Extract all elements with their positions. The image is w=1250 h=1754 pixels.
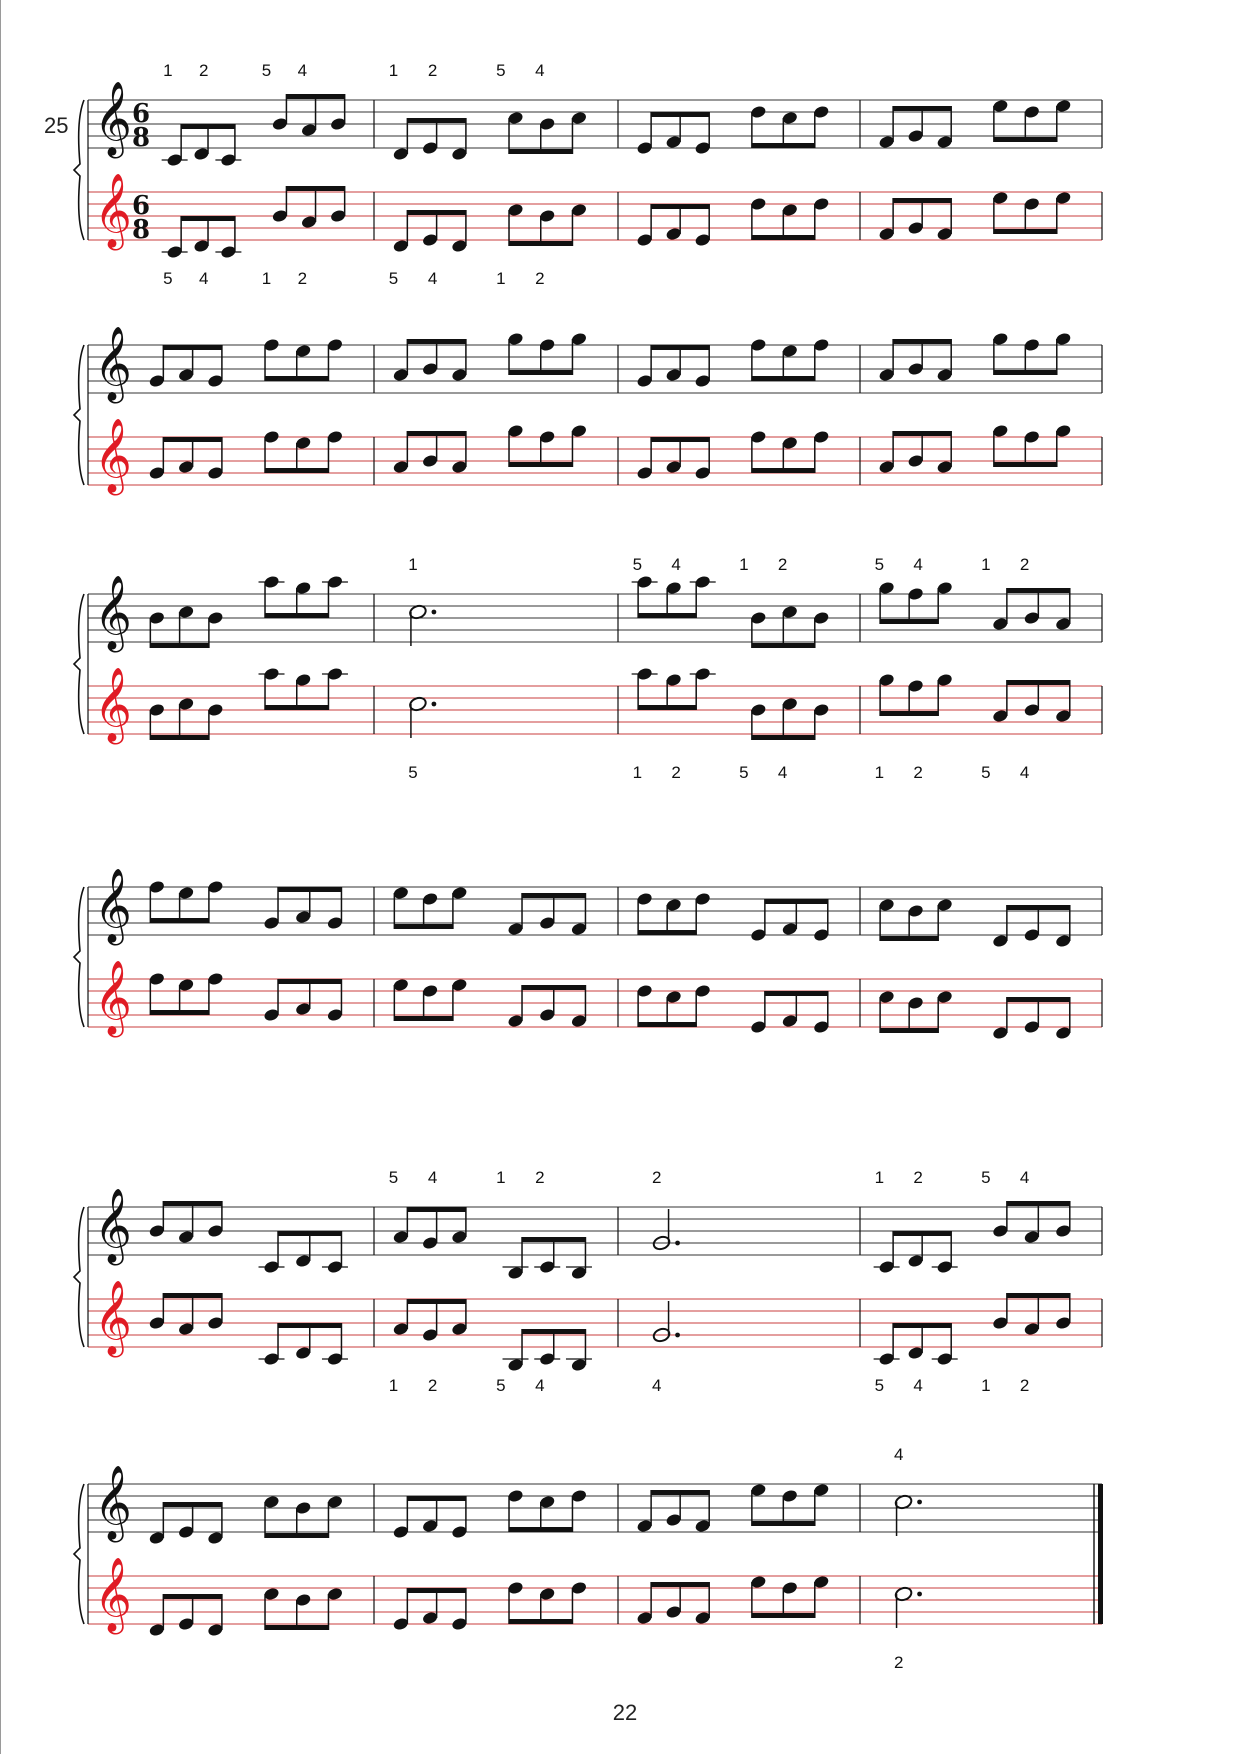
note-beam xyxy=(265,1533,328,1538)
fingering-number: 1 xyxy=(632,763,643,782)
note-beam xyxy=(651,1490,709,1495)
note-beam xyxy=(522,1237,585,1242)
piece-number: 25 xyxy=(44,113,69,138)
note-beam xyxy=(1007,1201,1070,1206)
system-4 xyxy=(74,869,1102,1040)
fingering-number: 1 xyxy=(388,61,399,80)
treble-clef-icon: 𝄞 xyxy=(94,961,132,1035)
measure xyxy=(636,892,830,1035)
treble-clef-icon: 𝄞 xyxy=(94,327,132,401)
note-beam xyxy=(994,137,1057,142)
fingering-number: 2 xyxy=(913,763,923,782)
fingering-number: 1 xyxy=(408,555,418,574)
note-beam xyxy=(407,1496,466,1501)
system-brace xyxy=(74,594,84,734)
fingering-number: 5 xyxy=(388,1168,399,1187)
note-beam xyxy=(163,1293,222,1298)
fingering-number: 4 xyxy=(297,61,308,80)
note-beam xyxy=(752,376,815,381)
note-beam xyxy=(752,735,815,740)
fingering-number: 2 xyxy=(1019,555,1030,574)
fingering-number: 1 xyxy=(496,1168,506,1187)
fingering-number: 2 xyxy=(297,269,308,288)
treble-clef-icon: 𝄞 xyxy=(94,668,132,742)
fingering-number: 5 xyxy=(981,763,991,782)
fingering-number: 5 xyxy=(632,555,643,574)
note-beam xyxy=(509,370,572,375)
system-brace xyxy=(74,1484,84,1624)
fingering-number: 4 xyxy=(199,269,209,288)
note-beam xyxy=(509,241,572,246)
note-beam xyxy=(1007,588,1070,593)
augmentation-dot xyxy=(432,610,437,615)
note-beam xyxy=(522,985,585,990)
fingering-number: 4 xyxy=(535,61,545,80)
note-beam xyxy=(651,437,709,442)
note-beam xyxy=(752,1613,815,1618)
note-beam xyxy=(150,1010,209,1015)
note-beam xyxy=(752,143,815,148)
note-beam xyxy=(278,979,341,984)
measure xyxy=(878,898,1072,1041)
fingering-number: 1 xyxy=(261,269,272,288)
measure xyxy=(878,332,1072,475)
note-beam xyxy=(638,613,696,618)
measure xyxy=(392,1489,587,1632)
note-beam xyxy=(181,124,235,129)
fingering-number: 5 xyxy=(261,61,272,80)
fingering-number: 4 xyxy=(1019,1168,1030,1187)
measure xyxy=(636,338,830,481)
note-beam xyxy=(278,887,341,892)
note-beam xyxy=(893,339,951,344)
note-beam xyxy=(638,705,696,710)
note-beam xyxy=(265,705,328,710)
system-brace xyxy=(74,100,84,240)
note-beam xyxy=(1007,1293,1070,1298)
note-beam xyxy=(522,893,585,898)
fingering-number: 2 xyxy=(777,555,788,574)
fingering-number: 4 xyxy=(1019,763,1030,782)
measure xyxy=(632,555,830,782)
augmentation-dot xyxy=(917,1500,922,1505)
note-beam xyxy=(994,462,1057,467)
treble-clef-icon: 𝄞 xyxy=(94,174,132,248)
time-signature-numerator: 6 xyxy=(132,191,151,221)
note-beam xyxy=(286,94,344,99)
augmentation-dot xyxy=(675,1241,680,1246)
fingering-number: 5 xyxy=(388,269,399,288)
measure xyxy=(636,1483,830,1626)
system-6 xyxy=(74,1445,1103,1672)
note-beam xyxy=(278,1323,341,1328)
measure xyxy=(878,99,1072,242)
fingering-number: 1 xyxy=(981,555,991,574)
note-beam xyxy=(1007,905,1070,910)
measure xyxy=(389,1168,592,1395)
fingering-number: 2 xyxy=(1019,1376,1030,1395)
note-beam xyxy=(394,1016,453,1021)
fingering-number: 2 xyxy=(535,1168,545,1187)
note-beam xyxy=(522,1329,585,1334)
augmentation-dot xyxy=(917,1592,922,1597)
note-beam xyxy=(509,149,572,154)
fingering-number: 2 xyxy=(427,61,438,80)
note-beam xyxy=(752,468,815,473)
note-beam xyxy=(163,1594,222,1599)
fingering-number: 2 xyxy=(671,763,681,782)
treble-clef-icon: 𝄞 xyxy=(94,1558,132,1632)
fingering-number: 2 xyxy=(427,1376,438,1395)
fingering-number: 4 xyxy=(777,763,788,782)
fingering-number: 1 xyxy=(981,1376,991,1395)
system-3 xyxy=(74,555,1102,782)
note-beam xyxy=(407,210,466,215)
note-beam xyxy=(150,735,209,740)
measure xyxy=(875,555,1072,782)
note-beam xyxy=(880,711,938,716)
note-beam xyxy=(163,437,222,442)
note-beam xyxy=(994,370,1057,375)
treble-clef-icon: 𝄞 xyxy=(94,1189,132,1263)
time-signature-numerator: 6 xyxy=(132,99,151,129)
note-beam xyxy=(265,376,328,381)
fingering-number: 4 xyxy=(913,555,923,574)
note-beam xyxy=(765,991,828,996)
fingering-number: 4 xyxy=(913,1376,923,1395)
note-beam xyxy=(265,1625,328,1630)
note-beam xyxy=(651,1582,709,1587)
note-beam xyxy=(638,1022,696,1027)
measure xyxy=(148,575,348,740)
fingering-number: 5 xyxy=(981,1168,991,1187)
system-brace xyxy=(74,887,84,1027)
system-brace xyxy=(74,1207,84,1347)
treble-clef-icon: 𝄞 xyxy=(94,869,132,943)
measure xyxy=(636,105,830,248)
fingering-number: 5 xyxy=(496,1376,506,1395)
note-beam xyxy=(893,431,951,436)
note-beam xyxy=(893,106,951,111)
note-beam xyxy=(265,613,328,618)
note-beam xyxy=(651,112,709,117)
fingering-number: 5 xyxy=(408,763,418,782)
note-beam xyxy=(407,1588,466,1593)
treble-clef-icon: 𝄞 xyxy=(94,419,132,493)
measure xyxy=(389,61,588,288)
time-signature-denominator: 8 xyxy=(132,123,151,153)
note-beam xyxy=(752,1521,815,1526)
fingering-number: 5 xyxy=(163,269,173,288)
fingering-number: 5 xyxy=(874,555,885,574)
measure xyxy=(162,61,347,288)
measure xyxy=(392,332,587,475)
note-beam xyxy=(509,1619,572,1624)
measure xyxy=(874,1168,1072,1395)
fingering-number: 5 xyxy=(874,1376,885,1395)
note-beam xyxy=(407,431,466,436)
fingering-number: 1 xyxy=(739,555,749,574)
fingering-number: 4 xyxy=(671,555,681,574)
measure xyxy=(148,880,343,1023)
system-5 xyxy=(74,1168,1102,1395)
fingering-number: 1 xyxy=(874,763,885,782)
note-beam xyxy=(407,1299,466,1304)
treble-clef-icon: 𝄞 xyxy=(94,1466,132,1540)
note-beam xyxy=(163,1201,222,1206)
note-beam xyxy=(651,204,709,209)
note-beam xyxy=(1007,997,1070,1002)
note-beam xyxy=(181,216,235,221)
system-2 xyxy=(74,327,1102,496)
fingering-number: 4 xyxy=(427,269,438,288)
note-beam xyxy=(638,930,696,935)
measure xyxy=(148,338,343,481)
note-beam xyxy=(265,468,328,473)
note-beam xyxy=(1007,680,1070,685)
note-beam xyxy=(880,1028,938,1033)
treble-clef-icon: 𝄞 xyxy=(94,1281,132,1355)
note-beam xyxy=(893,1323,951,1328)
fingering-number: 4 xyxy=(651,1376,662,1395)
note-beam xyxy=(893,198,951,203)
treble-clef-icon: 𝄞 xyxy=(94,576,132,650)
measure xyxy=(408,555,436,782)
note-beam xyxy=(163,1502,222,1507)
fingering-number: 5 xyxy=(739,763,749,782)
note-beam xyxy=(278,1231,341,1236)
note-beam xyxy=(880,936,938,941)
measure xyxy=(148,1201,348,1366)
augmentation-dot xyxy=(432,702,437,707)
time-signature-denominator: 8 xyxy=(132,215,151,245)
note-beam xyxy=(407,1207,466,1212)
fingering-number: 2 xyxy=(893,1653,904,1672)
note-beam xyxy=(163,345,222,350)
system-1 xyxy=(74,61,1102,288)
measure xyxy=(148,1495,343,1638)
note-beam xyxy=(651,345,709,350)
fingering-number: 1 xyxy=(388,1376,399,1395)
final-barline-thick xyxy=(1098,1484,1103,1624)
fingering-number: 2 xyxy=(535,269,545,288)
fingering-number: 4 xyxy=(535,1376,545,1395)
treble-clef-icon: 𝄞 xyxy=(94,82,132,156)
fingering-number: 1 xyxy=(874,1168,885,1187)
fingering-number: 2 xyxy=(199,61,209,80)
note-beam xyxy=(394,924,453,929)
note-beam xyxy=(150,643,209,648)
page-number: 22 xyxy=(612,1700,638,1725)
fingering-number: 2 xyxy=(651,1168,662,1187)
fingering-number: 2 xyxy=(913,1168,923,1187)
note-beam xyxy=(407,118,466,123)
system-brace xyxy=(74,345,84,485)
measure xyxy=(894,1445,922,1672)
fingering-number: 5 xyxy=(496,61,506,80)
note-beam xyxy=(994,229,1057,234)
note-beam xyxy=(509,462,572,467)
fingering-number: 4 xyxy=(427,1168,438,1187)
measure xyxy=(392,886,587,1029)
note-beam xyxy=(509,1527,572,1532)
fingering-number: 4 xyxy=(893,1445,904,1464)
note-beam xyxy=(893,1231,951,1236)
note-beam xyxy=(150,918,209,923)
note-beam xyxy=(880,619,938,624)
note-beam xyxy=(765,899,828,904)
note-beam xyxy=(407,339,466,344)
augmentation-dot xyxy=(675,1333,680,1338)
fingering-number: 1 xyxy=(496,269,506,288)
measure xyxy=(652,1168,680,1395)
fingering-number: 1 xyxy=(163,61,173,80)
note-beam xyxy=(286,186,344,191)
note-beam xyxy=(752,235,815,240)
note-beam xyxy=(752,643,815,648)
